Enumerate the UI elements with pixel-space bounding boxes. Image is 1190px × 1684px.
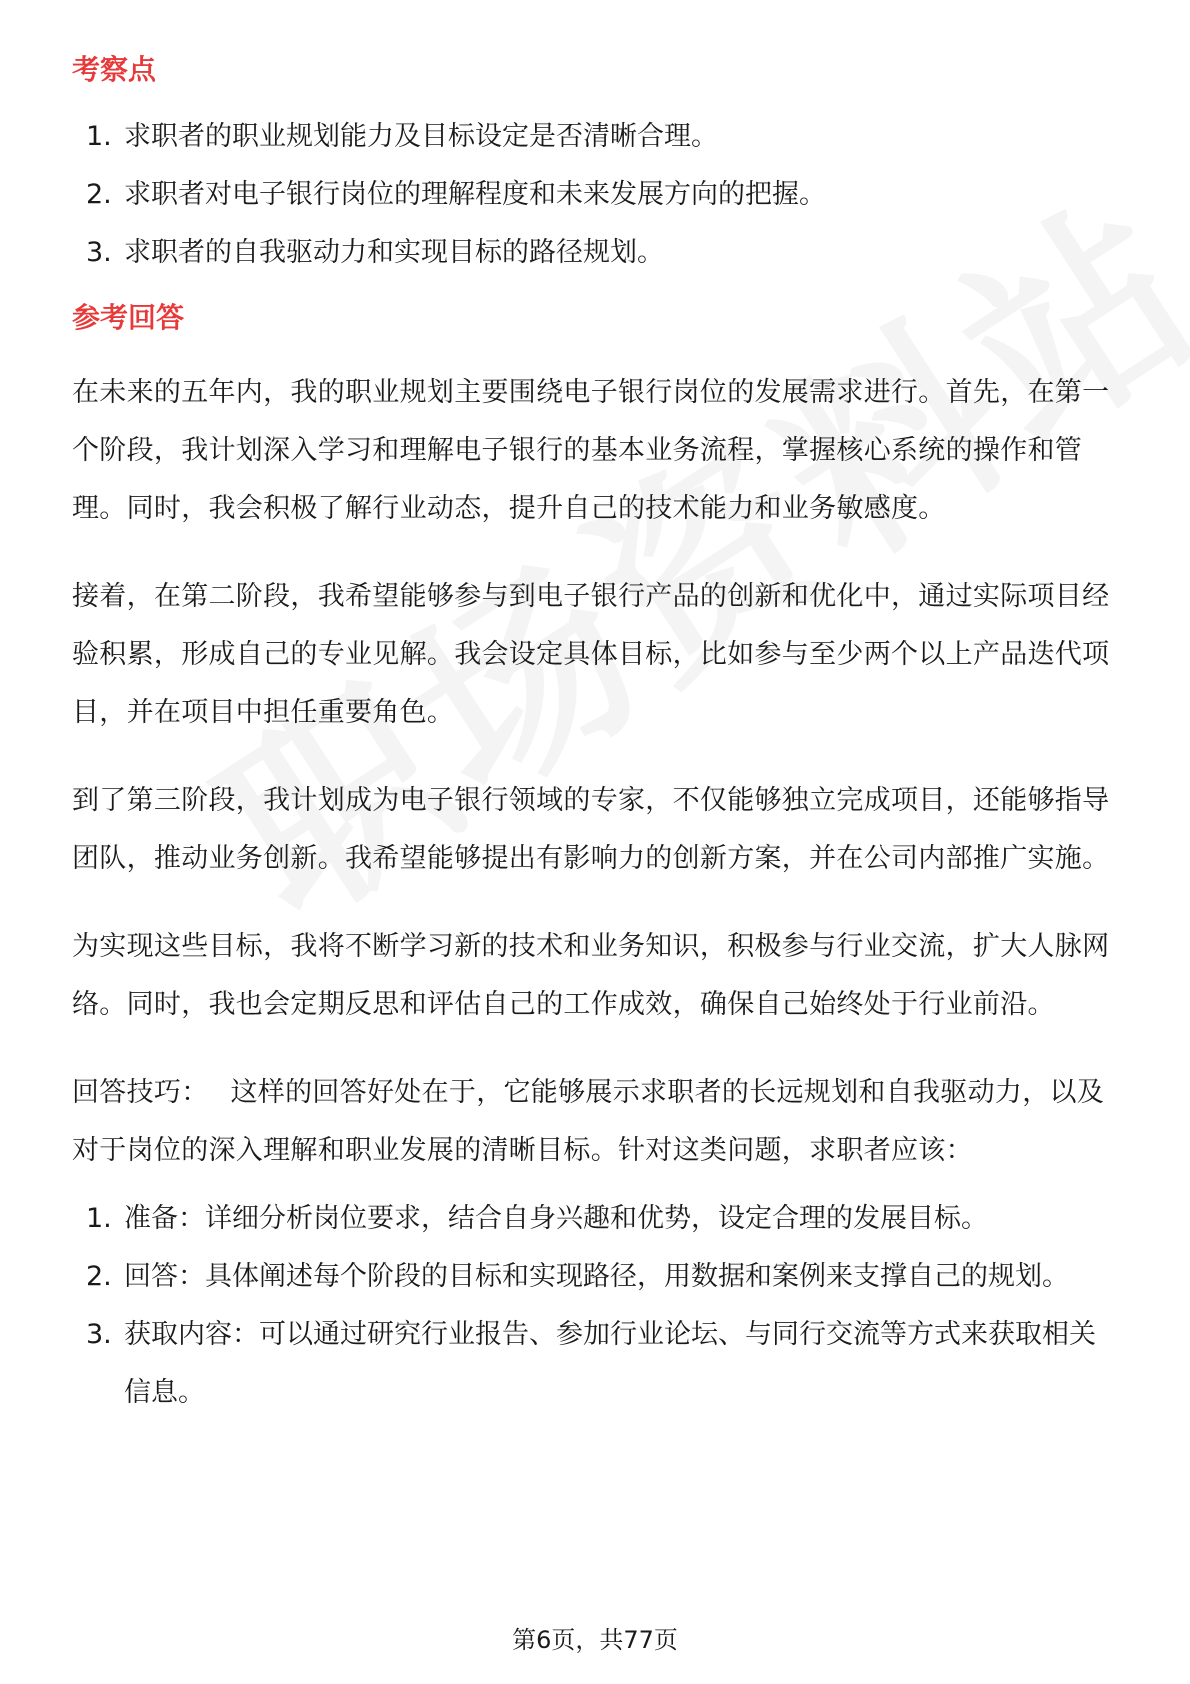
list-text: 求职者对电子银行岗位的理解程度和未来发展方向的把握。	[124, 179, 826, 210]
answer-paragraph-2: 接着，在第二阶段，我希望能够参与到电子银行产品的创新和优化中，通过实际项目经验积累，形成自己的专业见解。我会设定具体目标，比如参与至少两个以上产品迭代项目，并在项目中担任重要角色。	[72, 581, 1110, 728]
list-text: 回答：具体阐述每个阶段的目标和实现路径，用数据和案例来支撑自己的规划。	[124, 1261, 1069, 1292]
section-title-review: 考察点	[72, 53, 157, 86]
list-item	[72, 1248, 1122, 1306]
list-item	[72, 224, 1122, 282]
list-text: 求职者的自我驱动力和实现目标的路径规划。	[124, 237, 664, 268]
list-number: 1.	[86, 1203, 112, 1234]
tips-text: 这样的回答好处在于，它能够展示求职者的长远规划和自我驱动力，以及对于岗位的深入理解和职业发展的清晰目标。针对这类问题，求职者应该：	[72, 1077, 1105, 1166]
answer-paragraph-3: 到了第三阶段，我计划成为电子银行领域的专家，不仅能够独立完成项目，还能够指导团队，推动业务创新。我希望能够提出有影响力的创新方案，并在公司内部推广实施。	[72, 785, 1110, 874]
list-item	[72, 1306, 1122, 1422]
list-text: 求职者的职业规划能力及目标设定是否清晰合理。	[124, 121, 718, 152]
review-points-list	[72, 108, 1122, 282]
section-title-answer: 参考回答	[72, 301, 185, 334]
list-item	[72, 166, 1122, 224]
tips-label: 回答技巧：	[72, 1077, 209, 1108]
answer-paragraph-1: 在未来的五年内，我的职业规划主要围绕电子银行岗位的发展需求进行。首先，在第一个阶段，我计划深入学习和理解电子银行的基本业务流程，掌握核心系统的操作和管理。同时，我会积极了解行业动态，提升自己的技术能力和业务敏感度。	[72, 377, 1110, 524]
list-text: 准备：详细分析岗位要求，结合自身兴趣和优势，设定合理的发展目标。	[124, 1203, 988, 1234]
answer-paragraph-4: 为实现这些目标，我将不断学习新的技术和业务知识，积极参与行业交流，扩大人脉网络。同时，我也会定期反思和评估自己的工作成效，确保自己始终处于行业前沿。	[72, 931, 1110, 1020]
page-footer	[0, 1620, 1190, 1655]
list-number: 2.	[86, 1261, 112, 1292]
list-number: 3.	[86, 1319, 112, 1350]
document-body	[72, 42, 1122, 1430]
page-number: 第6页，共77页	[512, 1626, 678, 1654]
list-number: 3.	[86, 237, 112, 268]
list-text: 获取内容：可以通过研究行业报告、参加行业论坛、与同行交流等方式来获取相关信息。	[124, 1319, 1096, 1408]
tips-list	[72, 1190, 1122, 1422]
list-item	[72, 1190, 1122, 1248]
list-number: 2.	[86, 179, 112, 210]
list-item	[72, 108, 1122, 166]
list-number: 1.	[86, 121, 112, 152]
answer-tips-paragraph	[72, 1064, 1122, 1180]
